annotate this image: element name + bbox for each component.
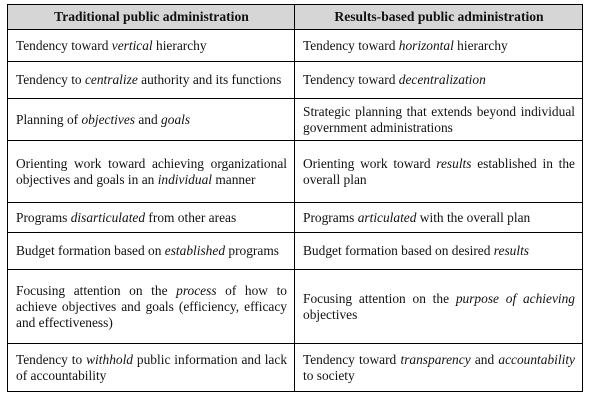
text-run: with the overall plan [416, 209, 531, 225]
italic-text-run: transparency [400, 351, 471, 367]
text-run: Planning of [16, 111, 82, 127]
results-based-cell [295, 30, 583, 62]
italic-text-run: decentralization [398, 72, 486, 87]
text-run: authority and its functions [137, 72, 282, 87]
text-run: Orienting work toward [303, 155, 437, 171]
table-body [8, 30, 583, 392]
table-row [8, 344, 583, 392]
header-results-based: Results-based public administration [295, 5, 583, 30]
text-run: and [470, 351, 499, 367]
results-based-cell [295, 99, 583, 141]
text-run: Programs [16, 209, 71, 225]
text-run: programs [225, 243, 279, 258]
text-run: to society [303, 367, 355, 383]
italic-text-run: objectives [81, 111, 136, 127]
results-based-cell [295, 233, 583, 270]
text-run: Tendency to [16, 72, 85, 87]
italic-text-run: accountability [498, 351, 575, 367]
text-run: Tendency toward [16, 37, 112, 53]
traditional-cell [8, 62, 295, 99]
italic-text-run: goals [161, 111, 191, 127]
comparison-table [7, 4, 583, 392]
table-row [8, 99, 583, 141]
text-run: objectives [303, 306, 358, 322]
traditional-cell [8, 203, 295, 233]
table-row [8, 203, 583, 233]
italic-text-run: vertical [111, 37, 153, 53]
results-based-cell [295, 344, 583, 392]
traditional-cell [8, 270, 295, 344]
traditional-cell [8, 344, 295, 392]
italic-text-run: withhold [86, 351, 133, 367]
text-run: Budget formation based on desired [303, 243, 494, 258]
results-based-cell [295, 62, 583, 99]
text-run: Programs [303, 209, 358, 225]
italic-text-run: articulated [357, 209, 417, 225]
italic-text-run: disarticulated [70, 209, 146, 225]
italic-text-run: horizontal [398, 37, 454, 53]
text-run: hierarchy [152, 37, 207, 53]
results-based-cell [295, 203, 583, 233]
text-run: established in the overall plan [303, 155, 575, 187]
table-row [8, 30, 583, 62]
italic-text-run: results [436, 155, 472, 171]
text-run: from other areas [145, 209, 237, 225]
text-run: Focusing attention on the [16, 282, 177, 298]
traditional-cell [8, 30, 295, 62]
text-run: of how to achieve objectives and goals (efficiency, efficacy and effectiveness) [16, 282, 287, 330]
italic-text-run: process [176, 282, 217, 298]
italic-text-run: established [164, 243, 226, 258]
table-row [8, 233, 583, 270]
header-row [8, 5, 583, 30]
results-based-cell [295, 270, 583, 344]
traditional-cell [8, 99, 295, 141]
text-run: manner [212, 171, 256, 187]
traditional-cell [8, 233, 295, 270]
table-row [8, 141, 583, 203]
text-run: Tendency toward [303, 72, 399, 87]
header-traditional: Traditional public administration [8, 5, 295, 30]
text-run: public information and lack of accountability [16, 351, 288, 383]
text-run: hierarchy [453, 37, 508, 53]
text-run: Strategic planning that extends beyond individual government administrations [303, 103, 575, 135]
traditional-cell [8, 141, 295, 203]
results-based-cell [295, 141, 583, 203]
text-run: Orienting work toward achieving organizational objectives and goals in an [16, 155, 287, 187]
italic-text-run: centralize [84, 72, 138, 87]
text-run: Tendency toward [303, 351, 401, 367]
text-run: Tendency to [16, 351, 87, 367]
italic-text-run: individual [157, 171, 212, 187]
text-run: and [135, 111, 162, 127]
table-row [8, 62, 583, 99]
italic-text-run: purpose of achieving [455, 290, 575, 306]
text-run: Tendency toward [303, 37, 399, 53]
text-run: Budget formation based on [16, 243, 165, 258]
table-row [8, 270, 583, 344]
text-run: Focusing attention on the [303, 290, 456, 306]
italic-text-run: results [493, 243, 529, 258]
